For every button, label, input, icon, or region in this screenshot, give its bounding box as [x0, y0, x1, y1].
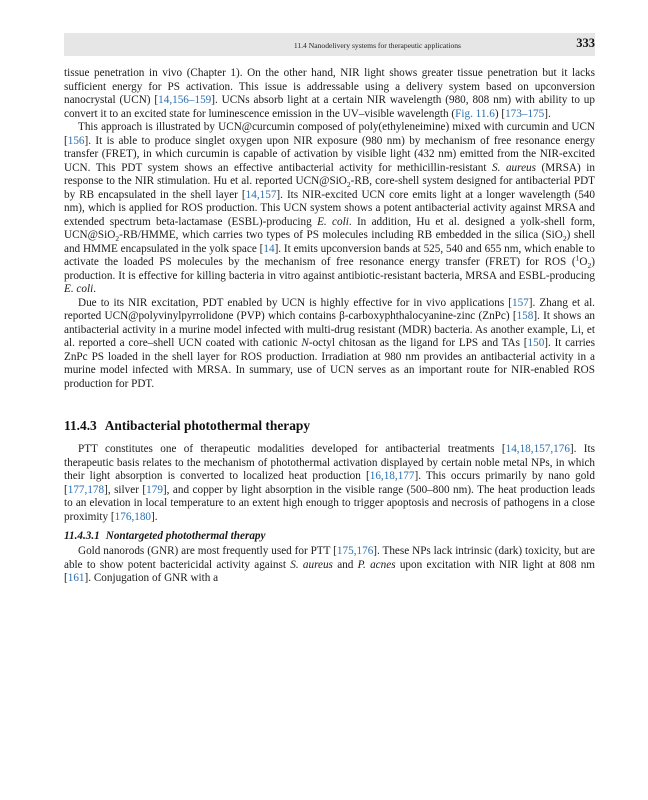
paragraph-ptt-intro: PTT constitutes one of therapeutic modalities developed for antibacterial treatments [14,18,157,176]. Its therapeutic basis relates to the mechanism of photothermal activation displayed by certain noble metal NPs, in which their light absorption is converted to localized heat production [16,18,177]. This occurs primarily by nano gold [177,178], silver [179], and copper by light absorption in the visible range (500–800 nm). The heat production leads to an elevation in local temperature to an extent high enough to trigger apoptosis and necrosis of pathogens in a close proximity [176,180].: [64, 443, 595, 523]
citation-link[interactable]: 157: [511, 296, 529, 309]
citation-link[interactable]: 158: [516, 310, 534, 322]
citation-link[interactable]: 14: [263, 242, 275, 255]
citation-link[interactable]: 150: [527, 337, 545, 349]
running-head: 11.4 Nanodelivery systems for therapeutic applications: [293, 41, 461, 50]
figure-link[interactable]: Fig. 11.6: [455, 107, 495, 120]
citation-link[interactable]: 14,157: [245, 188, 277, 201]
page-body: [64, 67, 595, 586]
citation-link[interactable]: 175,176: [336, 545, 374, 557]
page-number: 333: [576, 36, 595, 50]
paragraph-gold-nanorods: Gold nanorods (GNR) are most frequently used for PTT [175,176]. These NPs lack intrinsic (dark) toxicity, but are able to show potent bactericidal activity against S. aureus and P. acnes upon excitation with NIR light at 808 nm [161]. Conjugation of GNR with a: [64, 545, 596, 584]
subsection-heading: 11.4.3.1 Nontargeted photothermal therapy: [64, 530, 266, 542]
section-heading: 11.4.3 Antibacterial photothermal therapy: [64, 418, 311, 433]
citation-link[interactable]: 14,18,157,176: [505, 443, 570, 455]
citation-link[interactable]: 156: [67, 134, 85, 147]
paragraph-ucn-curcumin: This approach is illustrated by UCN@curcumin composed of poly(ethyleneimine) mixed with curcumin and UCN [156]. It is able to produce singlet oxygen upon NIR exposure (980 nm) by mechanism of free resonance energy transfer (FRET), in which curcumin is capable of activation by visible light (432 nm) emitted from the NIR-excited UCN. This PDT system shows an effective antibacterial activity for methicillin-resistant S. aureus (MRSA) in response to the NIR stimulation. Hu et al. reported UCN@SiO$_2$-RB, core-shell system designed for antibacterial PDT by RB encapsulated in the shell layer [14,157]. Its NIR-excited UCN core emits light at a longer wavelength (540 nm), which is applied for ROS production. This UCN system shows a potent antibacterial activity against MRSA and extended spectrum beta-lactamase (ESBL)-producing E. coli. In addition, Hu et al. designed a yolk-shell form, UCN@SiO$_2$-RB/HMME, which carries two types of PS molecules including RB embedded in the silica (SiO$_2$) shell and HMME encapsulated in the yolk space [14]. It emits upconversion bands at 525, 540 and 655 nm, which enable to activate the loaded PS molecules by the mechanism of free resonance energy transfer (FRET) for ROS $(^1O_2)$ production. It is effective for killing bacteria in vitro against antibiotic-resistant bacteria, MRSA and ESBL-producing E. coli.: [64, 121, 595, 295]
citation-link[interactable]: 176,180: [114, 510, 152, 523]
citation-link[interactable]: 16,18,177: [369, 470, 415, 482]
paragraph-upconversion-intro: tissue penetration in vivo (Chapter 1). On the other hand, NIR light shows greater tissue penetration but it lacks sufficient energy for PS activation. This issue is addressable using a delivery system based on upconversion nanocrystal (UCN) [14,156–159]. UCNs absorb light at a certain NIR wavelength (980, 808 nm) with ability to up convert it to an excited state for luminescence emission in the UV–visible wavelength (Fig. 11.6) [173–175].: [64, 67, 595, 120]
citation-link[interactable]: 179: [146, 483, 163, 496]
citation-link[interactable]: 177,178: [67, 483, 105, 496]
citation-link[interactable]: 173–175: [505, 107, 545, 120]
citation-link[interactable]: 14,156–159: [158, 94, 212, 106]
citation-link[interactable]: 161: [67, 572, 85, 584]
paragraph-nir-in-vivo: Due to its NIR excitation, PDT enabled by UCN is highly effective for in vivo applications [157]. Zhang et al. reported UCN@polyvinylpyrrolidone (PVP) which contains β-carboxyphthalocyanine-zinc (ZnPc) [158]. It shows an antibacterial activity in a murine model infected with multi-drug resistant (MDR) bacteria. As another example, Li, et al. reported a core–shell UCN coated with cationic N-octyl chitosan as the ligand for LPS and TAs [150]. It carries ZnPc PS loaded in the shell layer for ROS production. Irradiation at 980 nm provides an antibacterial activity in a murine model infected with MRSA. In summary, use of UCN serves as an important route for NIR-enabled ROS production for PDT.: [64, 296, 595, 390]
